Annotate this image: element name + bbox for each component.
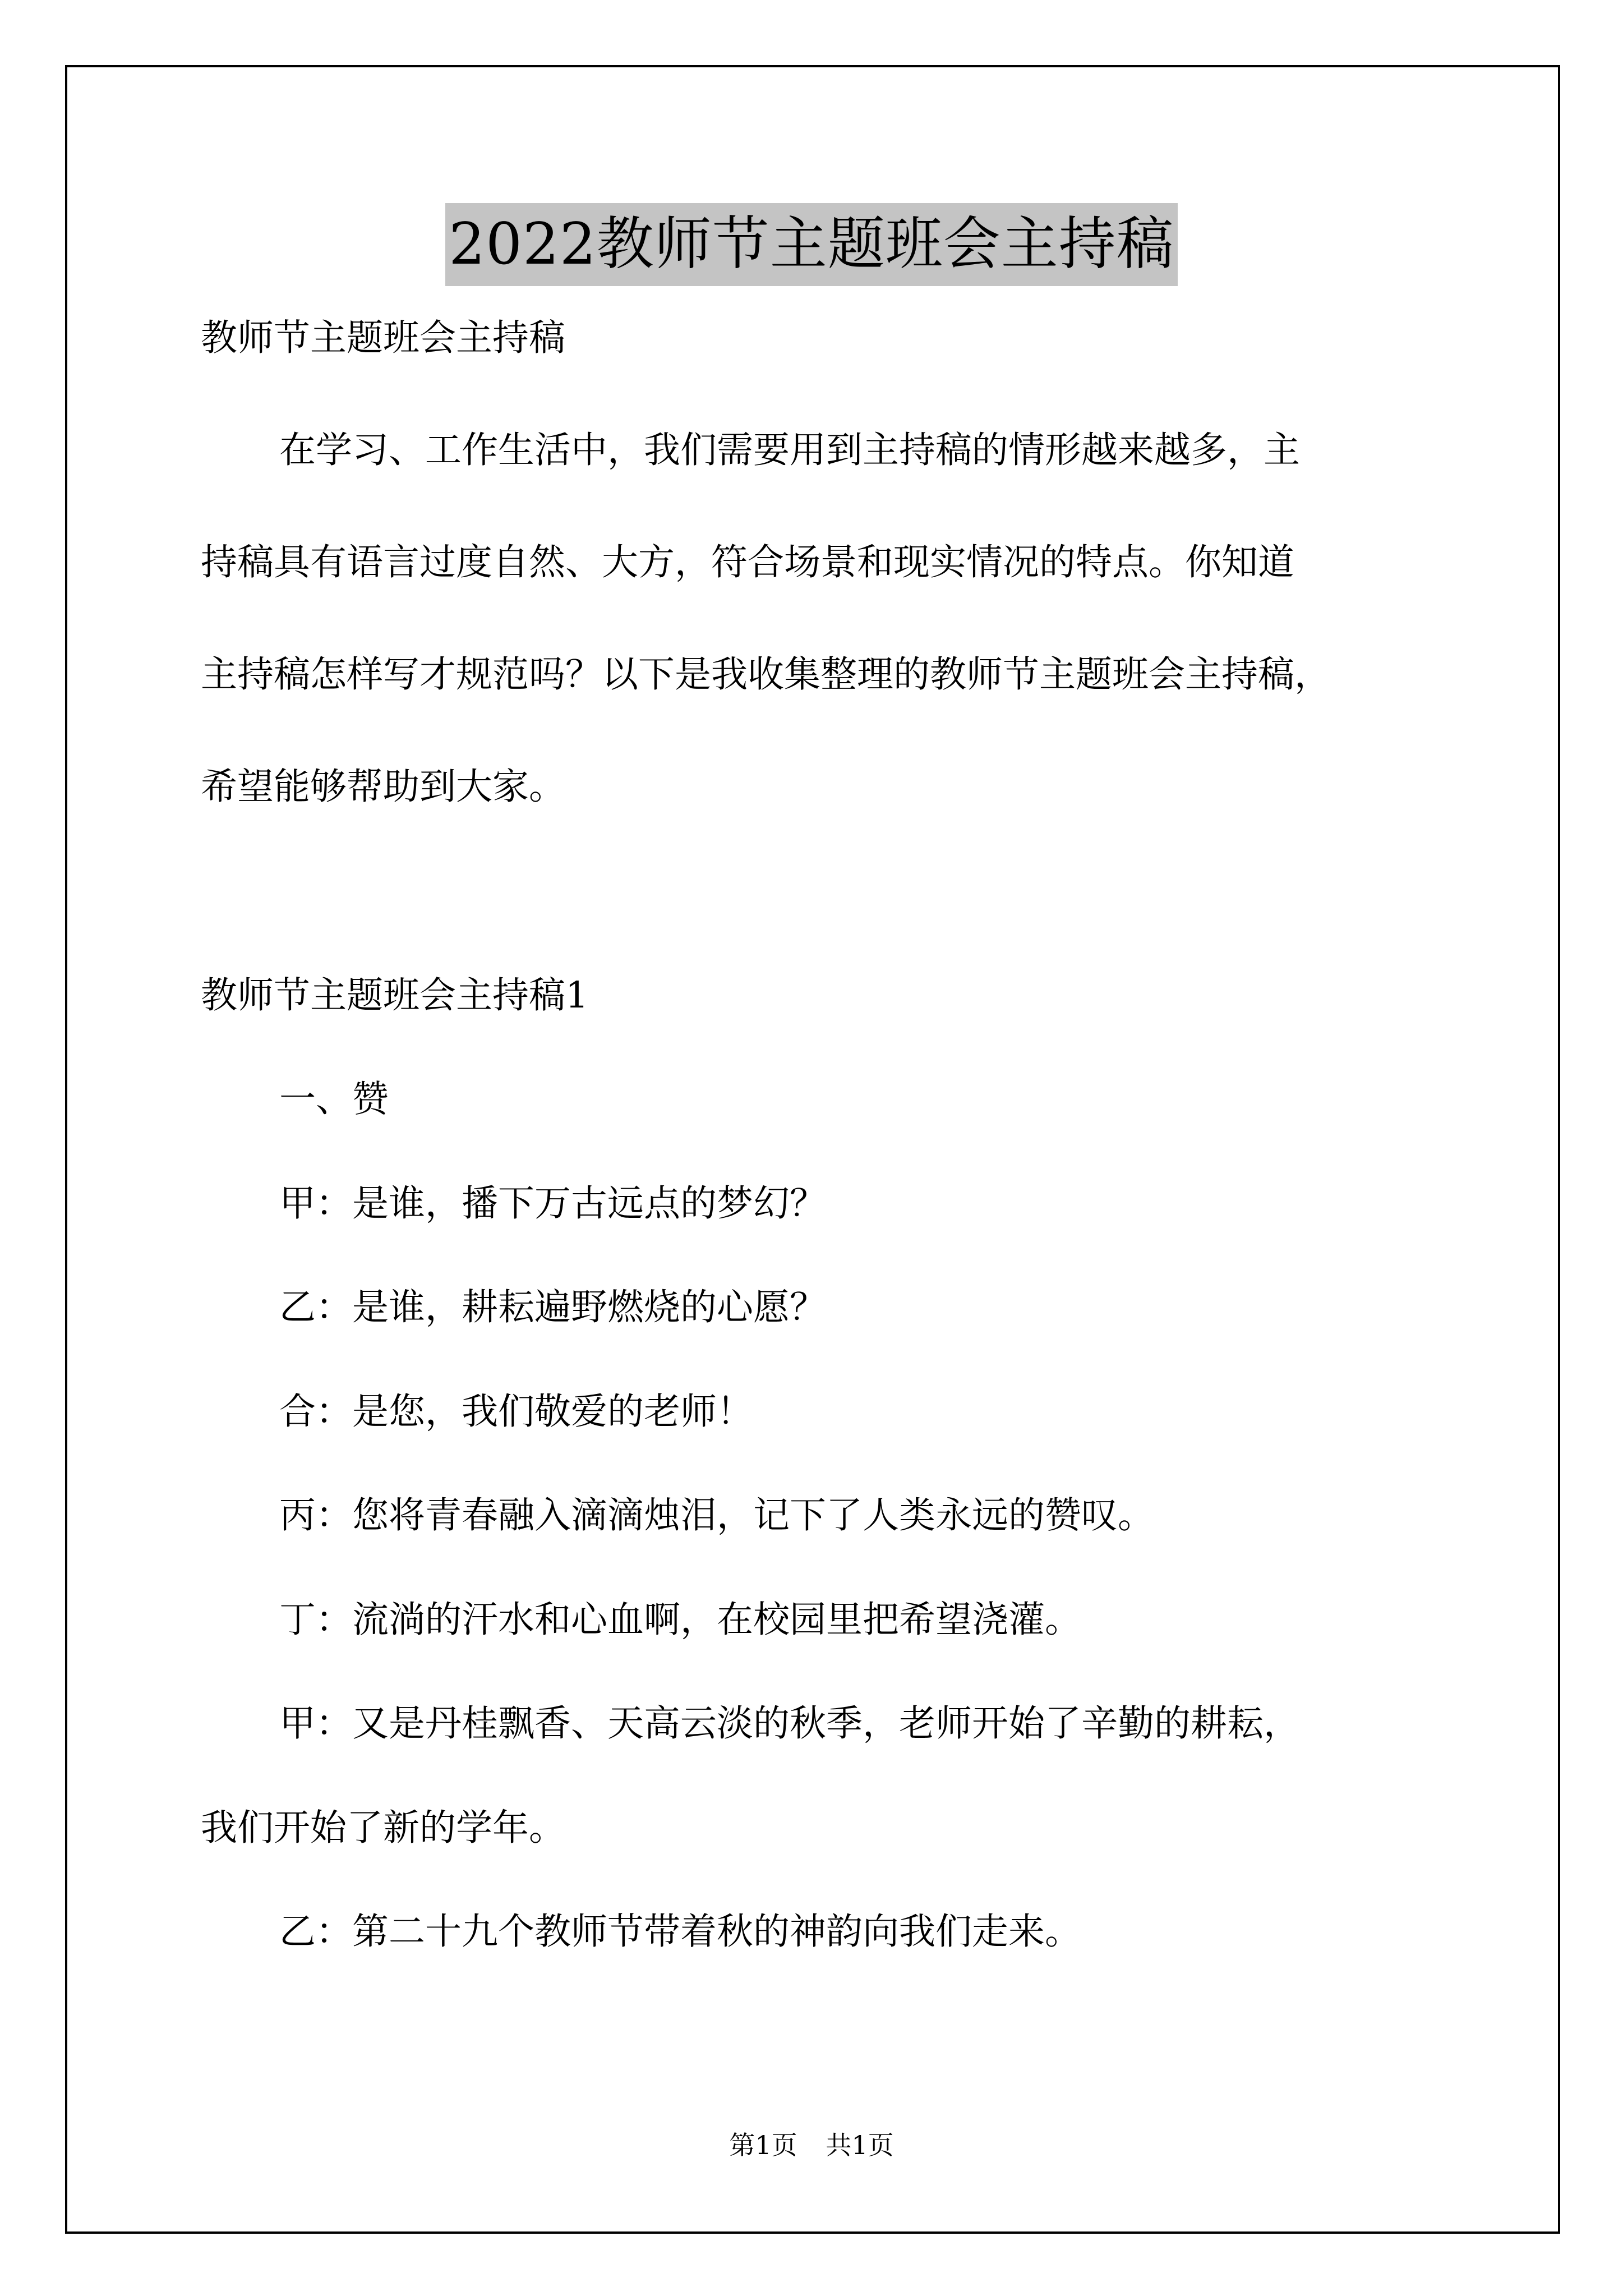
title-container <box>0 203 1623 286</box>
document-title: 2022教师节主题班会主持稿 <box>445 203 1178 286</box>
intro-line-3: 主持稿怎样写才规范吗？以下是我收集整理的教师节主题班会主持稿， <box>201 654 1331 696</box>
subtitle: 教师节主题班会主持稿 <box>201 317 566 359</box>
dialogue-line-8: 乙：第二十九个教师节带着秋的神韵向我们走来。 <box>279 1911 1082 1953</box>
intro-line-2: 持稿具有语言过度自然、大方，符合场景和现实情况的特点。你知道 <box>201 541 1295 583</box>
dialogue-line-4: 丙：您将青春融入滴滴烛泪，记下了人类永远的赞叹。 <box>279 1494 1155 1536</box>
section-heading: 教师节主题班会主持稿1 <box>201 974 589 1016</box>
page-total: 共1页 <box>826 2130 894 2160</box>
intro-line-1: 在学习、工作生活中，我们需要用到主持稿的情形越来越多，主 <box>279 429 1301 471</box>
dialogue-line-3: 合：是您，我们敬爱的老师！ <box>279 1391 754 1433</box>
dialogue-line-7: 我们开始了新的学年。 <box>201 1807 566 1849</box>
intro-line-4: 希望能够帮助到大家。 <box>201 766 566 808</box>
dialogue-line-5: 丁：流淌的汗水和心血啊，在校园里把希望浇灌。 <box>279 1599 1082 1641</box>
dialogue-line-6: 甲：又是丹桂飘香、天高云淡的秋季，老师开始了辛勤的耕耘， <box>279 1703 1301 1745</box>
page-number: 第1页 <box>729 2130 797 2160</box>
part-heading: 一、赞 <box>279 1078 389 1120</box>
page-footer <box>0 2128 1623 2162</box>
dialogue-line-1: 甲：是谁，播下万古远点的梦幻？ <box>279 1182 827 1225</box>
dialogue-line-2: 乙：是谁，耕耘遍野燃烧的心愿？ <box>279 1286 827 1328</box>
